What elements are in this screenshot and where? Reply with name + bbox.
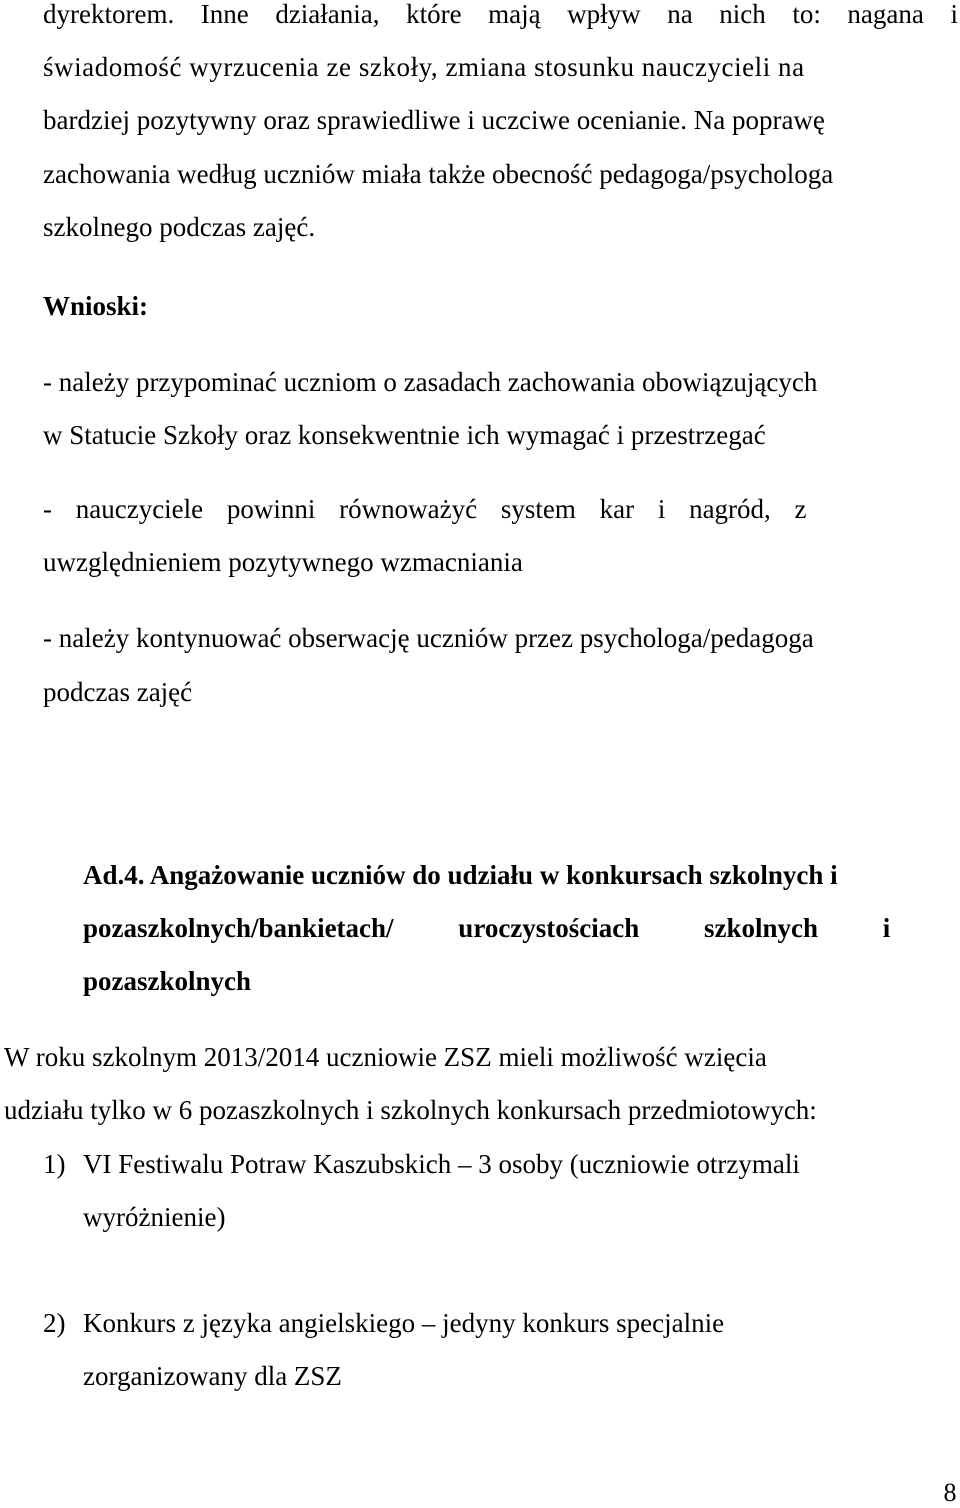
- conclusion-2-line-2: uwzględnieniem pozytywnego wzmacniania: [43, 547, 523, 577]
- page-number: 8: [943, 1478, 957, 1507]
- conclusion-1-line-2: w Statucie Szkoły oraz konsekwentnie ich wymagać i przestrzegać: [43, 420, 766, 450]
- conclusion-1-line-1: - należy przypominać uczniom o zasadach zachowania obowiązujących: [43, 367, 818, 397]
- conclusion-2-line-1: - nauczyciele powinni równoważyć system kar i nagród, z: [43, 494, 807, 524]
- intro-line-1-text: dyrektorem. Inne działania, które mają wpływ na nich to: nagana i: [43, 0, 958, 29]
- intro-line-1: [43, 0, 958, 31]
- conclusion-3-line-2: podczas zajęć: [43, 677, 193, 707]
- list-item-2: [43, 1306, 724, 1340]
- intro-line-3: bardziej pozytywny oraz sprawiedliwe i uczciwe ocenianie. Na poprawę: [43, 105, 825, 135]
- list-item-2-line-2: zorganizowany dla ZSZ: [83, 1361, 342, 1391]
- section-heading-line-1: Ad.4. Angażowanie uczniów do udziału w konkursach szkolnych i: [83, 860, 838, 890]
- intro-line-2: świadomość wyrzucenia ze szkoły, zmiana stosunku nauczycieli na: [43, 52, 805, 82]
- list-item-1-line-1: VI Festiwalu Potraw Kaszubskich – 3 osoby (uczniowie otrzymali: [83, 1149, 800, 1179]
- section-body-line-2: udziału tylko w 6 pozaszkolnych i szkolnych konkursach przedmiotowych:: [4, 1095, 817, 1125]
- conclusion-3-line-1: - należy kontynuować obserwację uczniów przez psychologa/pedagoga: [43, 623, 814, 653]
- conclusions-heading: Wnioski:: [43, 291, 149, 321]
- list-item-1-line-2: wyróżnienie): [83, 1202, 226, 1232]
- list-item-2-number: 2): [43, 1308, 66, 1338]
- list-item-1: [43, 1147, 800, 1181]
- list-item-1-number: 1): [43, 1149, 66, 1179]
- intro-line-4: zachowania według uczniów miała także obecność pedagoga/psychologa: [43, 159, 834, 189]
- list-item-2-line-1: Konkurs z języka angielskiego – jedyny konkurs specjalnie: [83, 1308, 725, 1338]
- section-body-line-1: W roku szkolnym 2013/2014 uczniowie ZSZ mieli możliwość wzięcia: [4, 1042, 767, 1072]
- section-heading-line-3: pozaszkolnych: [83, 966, 252, 996]
- intro-line-5: szkolnego podczas zajęć.: [43, 212, 316, 242]
- section-heading-line-2: pozaszkolnych/bankietach/ uroczystościach szkolnych i: [83, 913, 891, 943]
